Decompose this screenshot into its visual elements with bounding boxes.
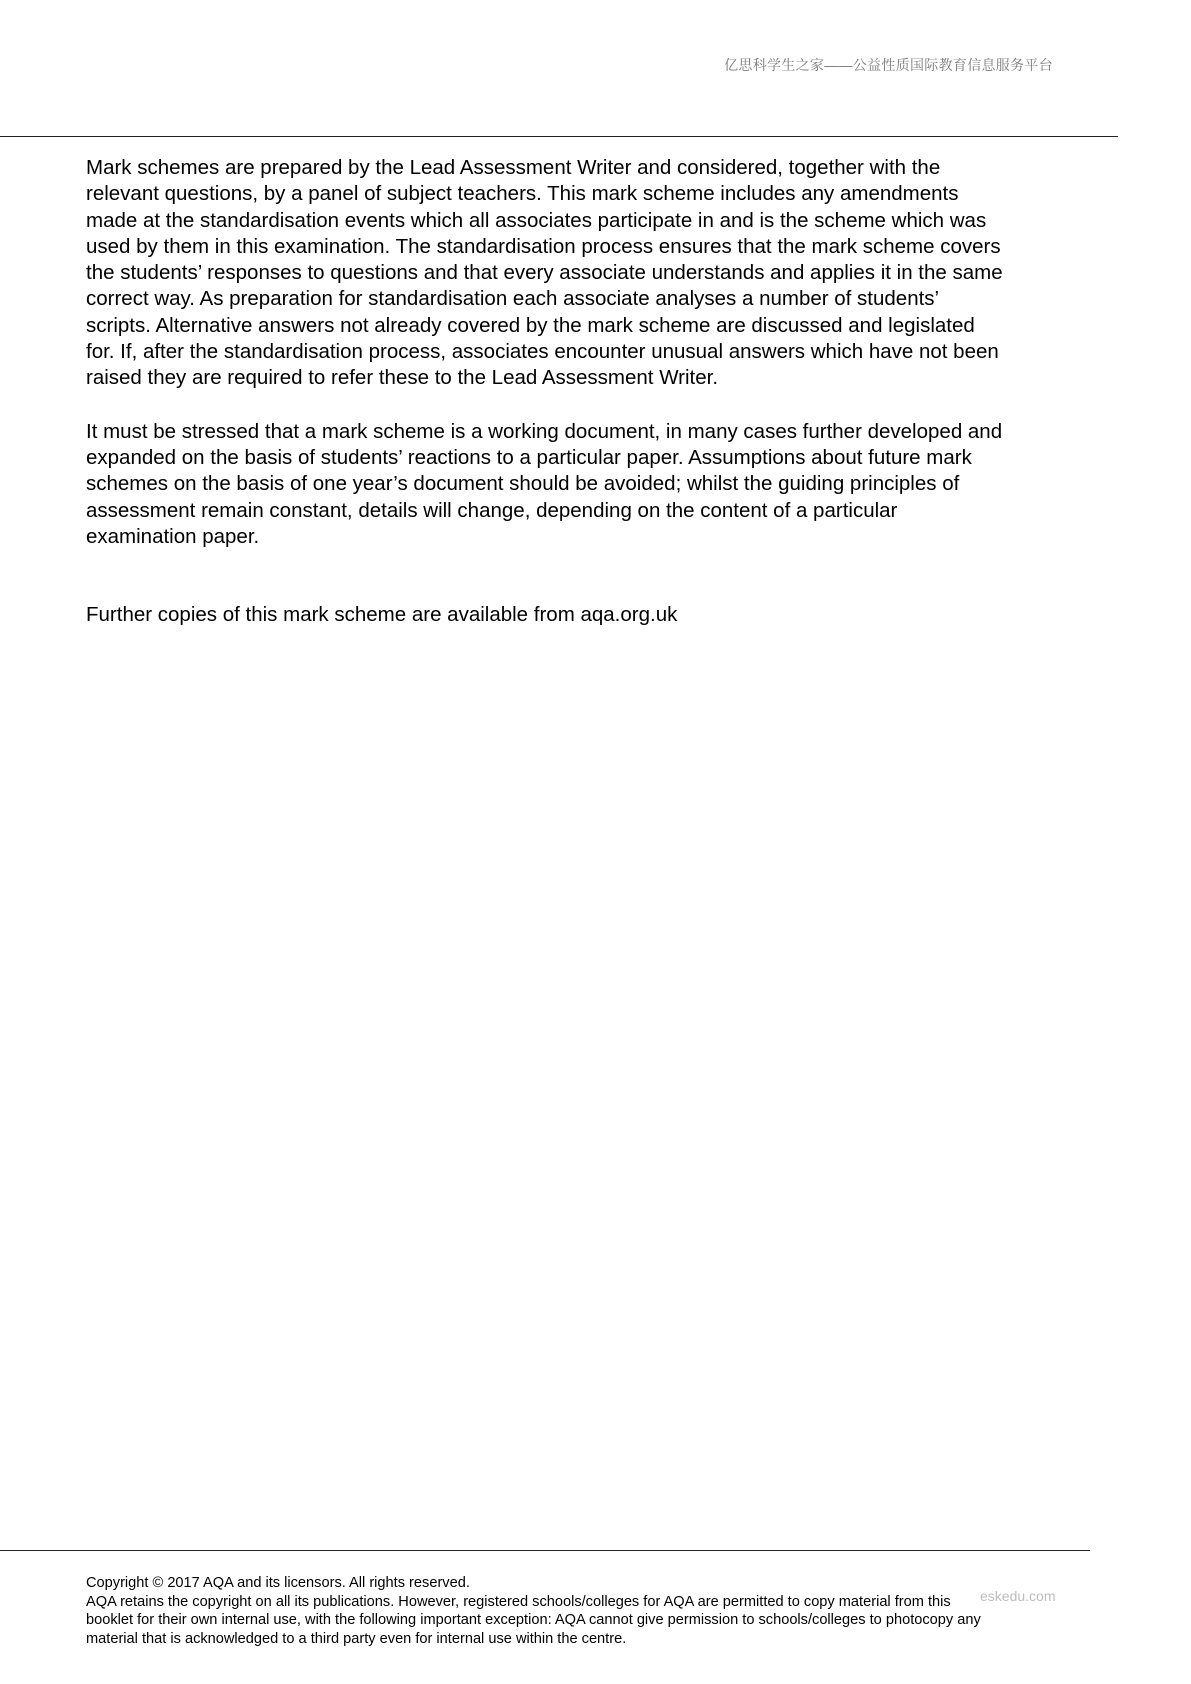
mark-scheme-intro-paragraph: Mark schemes are prepared by the Lead Assessment Writer and considered, together with the relevant questions, by a panel of subject teachers. This mark scheme includes any amendments made at the standardisation events which all associates participate in and is the scheme which was used by them in this examination. The standardisation process ensures that the mark scheme covers the students’ responses to questions and that every associate understands and applies it in the same correct way. As preparation for standardisation each associate analyses a number of students’ scripts. Alternative answers not already covered by the mark scheme are discussed and legislated for. If, after the standardisation process, associates encounter unusual answers which have not been raised they are required to refer these to the Lead Assessment Writer.	[86, 156, 1003, 390]
top-divider	[0, 136, 1118, 137]
working-document-paragraph: It must be stressed that a mark scheme is a working document, in many cases further developed and expanded on the basis of students’ reactions to a particular paper. Assumptions about future mark schemes on the basis of one year’s document should be avoided; whilst the guiding principles of assessment remain constant, details will change, depending on the content of a particular examination paper.	[86, 419, 1003, 548]
header-watermark: 亿思科学生之家——公益性质国际教育信息服务平台	[724, 57, 1053, 73]
footer-watermark: eskedu.com	[980, 1588, 1056, 1604]
copyright-footer	[86, 1574, 1106, 1648]
footer-divider	[0, 1550, 1090, 1551]
further-copies-paragraph: Further copies of this mark scheme are available from aqa.org.uk	[86, 603, 678, 627]
copyright-notice: AQA retains the copyright on all its publications. However, registered schools/colleges for AQA are permitted to copy material from this booklet for their own internal use, with the following important exception: AQA cannot give permission to schools/colleges to photocopy any material that is acknowledged to a third party even for internal use within the centre.	[86, 1593, 981, 1647]
copyright-line: Copyright © 2017 AQA and its licensors. All rights reserved.	[86, 1575, 470, 1591]
main-content	[86, 155, 1106, 628]
